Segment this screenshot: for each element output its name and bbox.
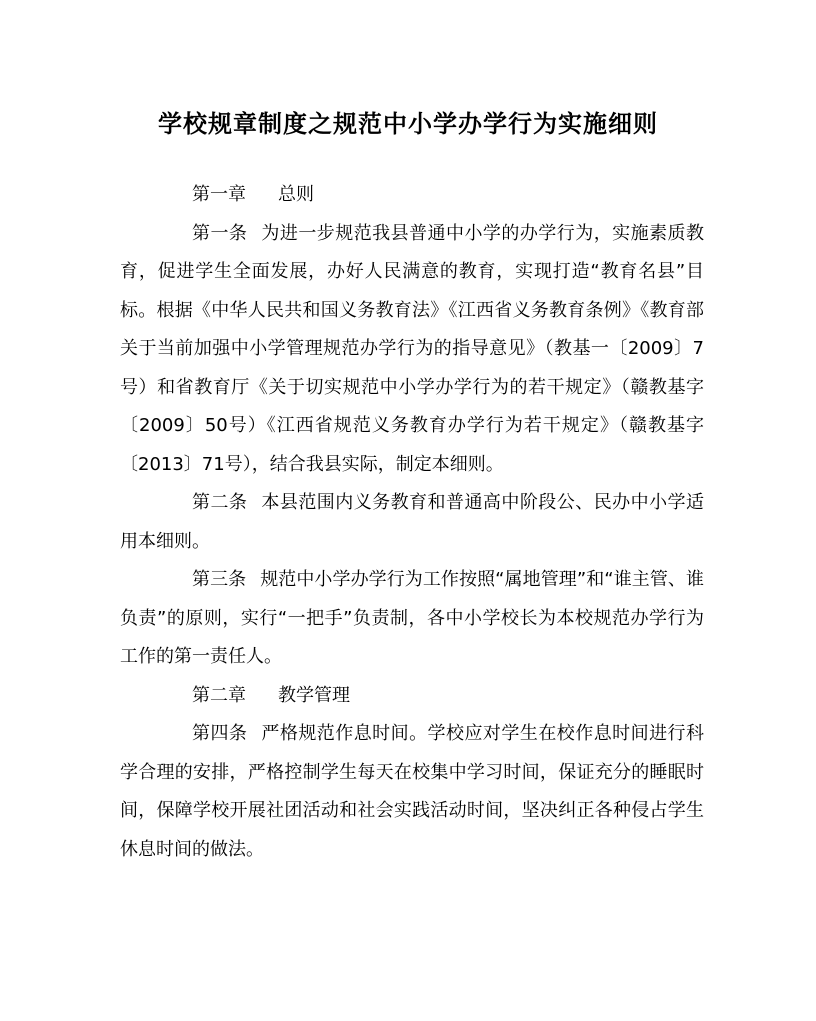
article-text: 学校应对学生在校作息时间进行科学合理的安排，严格控制学生每天在校集中学习时间，保证充分的睡眠时间，保障学校开展社团活动和社会实践活动时间，坚决纠正各种侵占学生休息时间的做法。 — [120, 723, 705, 860]
article-number: 第四条 — [192, 723, 248, 744]
chapter-heading-2 — [120, 677, 704, 716]
article-3 — [120, 561, 704, 677]
article-1 — [120, 215, 704, 485]
chapter-number: 第二章 — [192, 684, 246, 706]
article-heading: 严格规范作息时间。 — [261, 723, 428, 744]
article-text: 本县范围内义务教育和普通高中阶段公、民办中小学适用本细则。 — [120, 492, 705, 552]
chapter-name: 总则 — [278, 184, 314, 205]
article-text: 为进一步规范我县普通中小学的办学行为，实施素质教育，促进学生全面发展，办好人民满意的教育，实现打造“教育名县”目标。根据《中华人民共和国义务教育法》《江西省义务教育条例》《教育部关于当前加强中小学管理规范办学行为的指导意见》（教基一〔2009〕7号）和省教育厅《关于切实规范中小学办学行为的若干规定》（赣教基字〔2009〕50号）《江西省规范义务教育办学行为若干规定》（赣教基字〔2013〕71号），结合我县实际，制定本细则。 — [120, 222, 705, 475]
article-2 — [120, 484, 704, 561]
article-number: 第一条 — [192, 222, 248, 244]
document-body — [120, 176, 704, 869]
article-number: 第三条 — [192, 569, 247, 590]
chapter-name: 教学管理 — [278, 684, 350, 706]
article-4 — [120, 715, 704, 869]
article-text: 规范中小学办学行为工作按照“属地管理”和“谁主管、谁负责”的原则，实行“一把手”负责制，各中小学校长为本校规范办学行为工作的第一责任人。 — [120, 569, 704, 667]
chapter-number: 第一章 — [192, 184, 246, 205]
chapter-heading-1 — [120, 176, 704, 215]
document-title: 学校规章制度之规范中小学办学行为实施细则 — [158, 109, 658, 138]
article-number: 第二条 — [192, 492, 248, 513]
